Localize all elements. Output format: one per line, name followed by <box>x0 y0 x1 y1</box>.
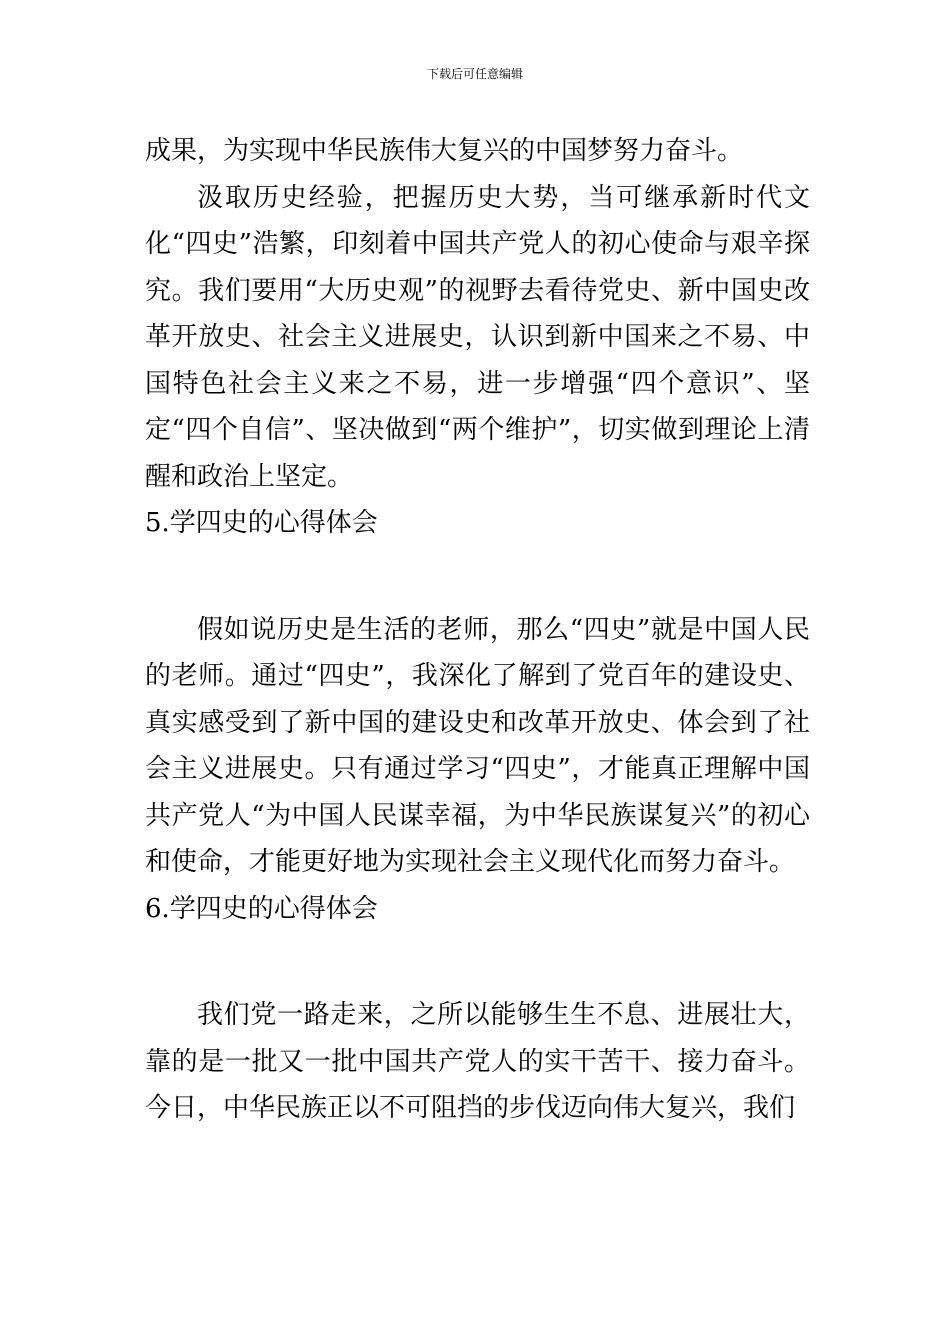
paragraph-history-experience: 汲取历史经验，把握历史大势，当可继承新时代文化“四史”浩繁，印刻着中国共产党人的初心使命与艰辛探究。我们要用“大历史观”的视野去看待党史、新中国史改革开放史、社会主义进展史，认识到新中国来之不易、中国特色社会主义来之不易，进一步增强“四个意识”、坚定“四个自信”、坚决做到“两个维护”，切实做到理论上清醒和政治上坚定。 <box>145 182 810 492</box>
section-spacer <box>145 932 810 992</box>
paragraph-section-5: 假如说历史是生活的老师，那么“四史”就是中国人民的老师。通过“四史”，我深化了解到了党百年的建设史、真实感受到了新中国的建设史和改革开放史、体会到了社会主义进展史。只有通过学习“四史”，才能真正理解中国共产党人“为中国人民谋幸福，为中华民族谋复兴”的初心和使命，才能更好地为实现社会主义现代化而努力奋斗。 <box>145 614 810 877</box>
page-header-note: 下载后可任意编辑 <box>426 67 523 81</box>
section-heading-5: 5.学四史的心得体会 <box>145 508 378 538</box>
paragraph-continuation: 成果，为实现中华民族伟大复兴的中国梦努力奋斗。 <box>145 136 744 166</box>
paragraph-section-6: 我们党一路走来，之所以能够生生不息、进展壮大，靠的是一批又一批中国共产党人的实干苦干、接力奋斗。今日，中华民族正以不可阻挡的步伐迈向伟大复兴，我们 <box>145 1000 810 1123</box>
section-heading-6: 6.学四史的心得体会 <box>145 893 378 924</box>
section-spacer <box>145 547 810 607</box>
document-body <box>145 128 810 1132</box>
